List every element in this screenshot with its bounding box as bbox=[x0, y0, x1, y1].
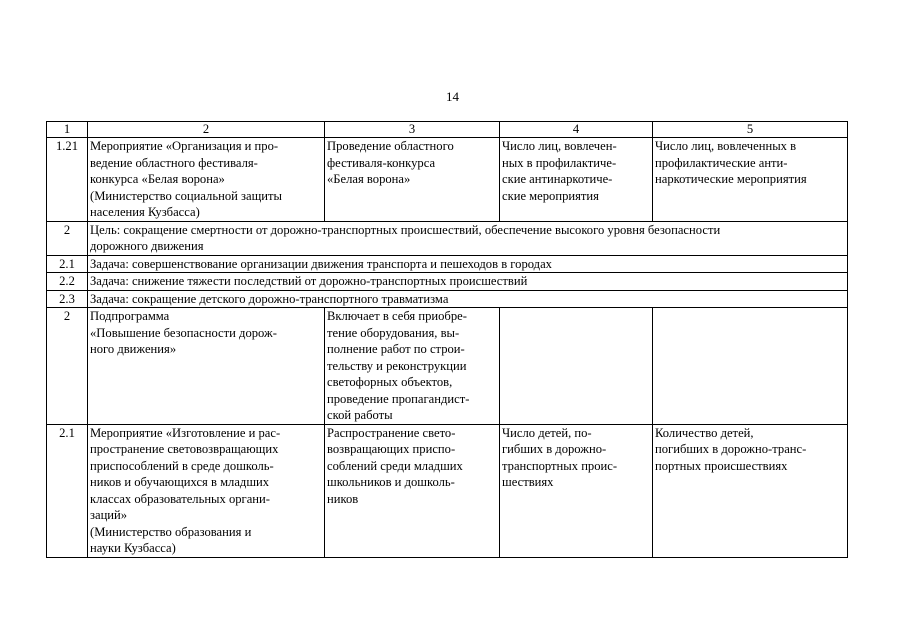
header-col-3: 3 bbox=[325, 122, 500, 138]
table-header-row bbox=[47, 122, 848, 138]
task-row bbox=[47, 255, 848, 273]
row-number: 2.2 bbox=[47, 273, 88, 291]
task-text: Задача: совершенствование организации движения транспорта и пешеходов в городах bbox=[88, 255, 848, 273]
row-number: 2 bbox=[47, 221, 88, 255]
row-number: 1.21 bbox=[47, 138, 88, 222]
measure-content: Распространение свето- возвращающих приспо- соблений среди младших школьников и дошколь- ников bbox=[325, 424, 500, 557]
measure-content: Включает в себя приобре- тение оборудования, вы- полнение работ по строи- тельству и реконструкции светофорных объектов, проведение пропагандист- ской работы bbox=[325, 308, 500, 425]
measure-name: Мероприятие «Изготовление и рас- пространение световозвращающих приспособлений в среде дошколь- ников и обучающихся в младших классах образовательных органи- заций» (Министерство образования и науки Кузбасса) bbox=[88, 424, 325, 557]
task-row bbox=[47, 290, 848, 308]
indicator-description: Количество детей, погибших в дорожно-транс- портных происшествиях bbox=[653, 424, 848, 557]
measures-table bbox=[46, 121, 848, 558]
indicator-description bbox=[653, 308, 848, 425]
task-text: Задача: снижение тяжести последствий от дорожно-транспортных происшествий bbox=[88, 273, 848, 291]
indicator-name bbox=[500, 308, 653, 425]
goal-row bbox=[47, 221, 848, 255]
row-number: 2.3 bbox=[47, 290, 88, 308]
header-col-5: 5 bbox=[653, 122, 848, 138]
page-number: 14 bbox=[446, 89, 459, 104]
table-row bbox=[47, 138, 848, 222]
task-text: Задача: сокращение детского дорожно-транспортного травматизма bbox=[88, 290, 848, 308]
indicator-description: Число лиц, вовлеченных в профилактические анти- наркотические мероприятия bbox=[653, 138, 848, 222]
goal-text: Цель: сокращение смертности от дорожно-транспортных происшествий, обеспечение высокого уровня безопасности дорожного движения bbox=[88, 221, 848, 255]
table-row bbox=[47, 424, 848, 557]
row-number: 2.1 bbox=[47, 424, 88, 557]
indicator-name: Число детей, по- гибших в дорожно- транспортных проис- шествиях bbox=[500, 424, 653, 557]
task-row bbox=[47, 273, 848, 291]
measure-content: Проведение областного фестиваля-конкурса «Белая ворона» bbox=[325, 138, 500, 222]
row-number: 2 bbox=[47, 308, 88, 425]
measure-name: Подпрограмма «Повышение безопасности дорож- ного движения» bbox=[88, 308, 325, 425]
table-row bbox=[47, 308, 848, 425]
header-col-1: 1 bbox=[47, 122, 88, 138]
header-col-2: 2 bbox=[88, 122, 325, 138]
header-col-4: 4 bbox=[500, 122, 653, 138]
measure-name: Мероприятие «Организация и про- ведение областного фестиваля- конкурса «Белая ворона» (Министерство социальной защиты населения Кузбасса) bbox=[88, 138, 325, 222]
row-number: 2.1 bbox=[47, 255, 88, 273]
indicator-name: Число лиц, вовлечен- ных в профилактиче- ские антинаркотиче- ские мероприятия bbox=[500, 138, 653, 222]
